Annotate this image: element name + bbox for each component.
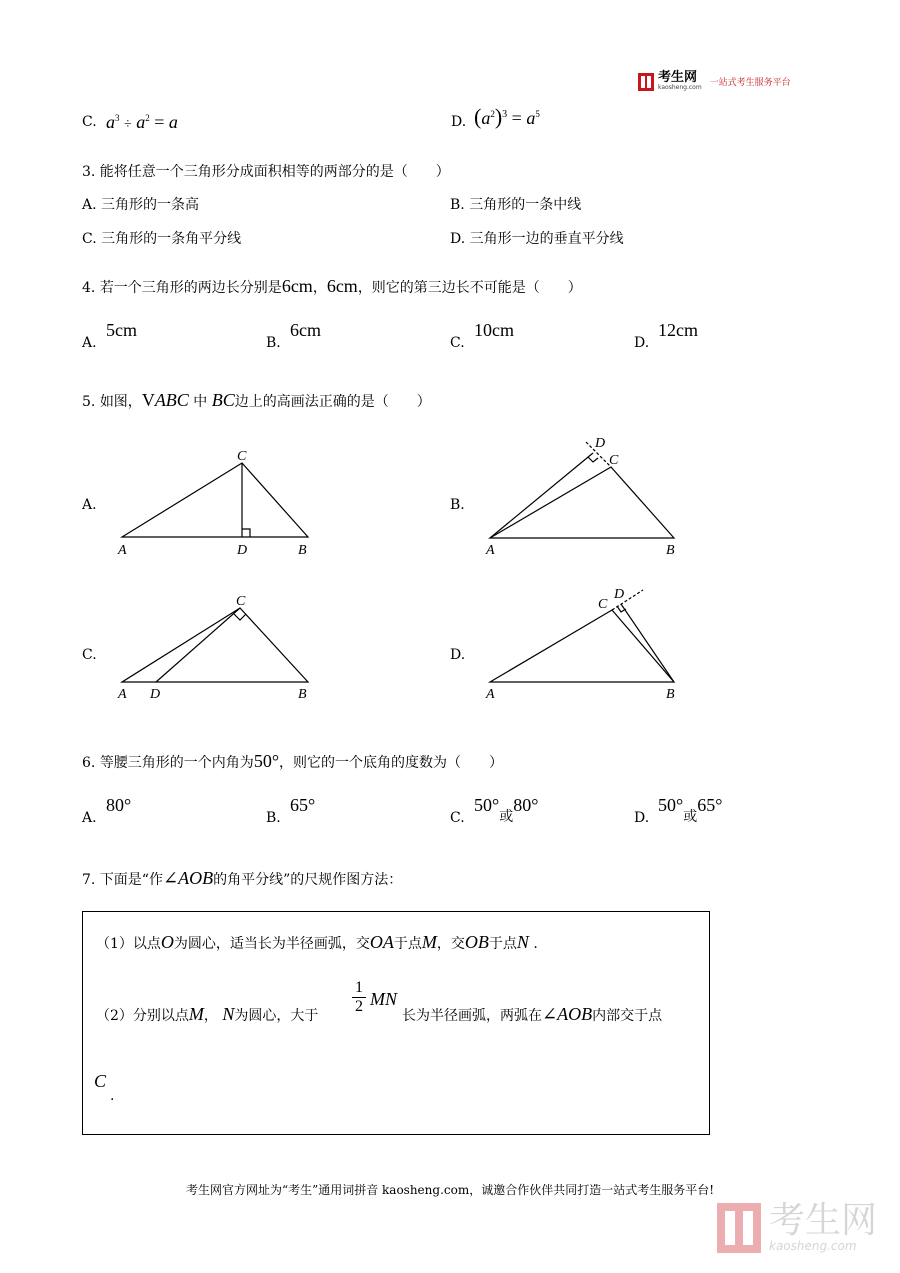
- q7-period: .: [110, 1088, 115, 1104]
- q4-option-c-value: 10cm: [474, 320, 514, 340]
- triangle-abc: [122, 608, 308, 682]
- point-label: A: [486, 543, 495, 558]
- q3-option-d: D. 三角形一边的垂直平分线: [450, 231, 624, 247]
- point-label: C: [598, 597, 608, 612]
- q2-option-c-label: C.: [82, 114, 97, 130]
- right-angle-mark: [234, 614, 246, 620]
- q4-option-b-label: B.: [266, 335, 281, 351]
- q6-option-b-label: B.: [266, 810, 281, 826]
- point-label: B: [666, 543, 675, 558]
- q3-stem: 3. 能将任意一个三角形分成面积相等的两部分的是（ ）: [82, 164, 450, 180]
- watermark-logo: [717, 1200, 878, 1253]
- footer-text: 考生网官方网址为“考生”通用词拼音 kaosheng.com，诚邀合作伙伴共同打造一站式考生服务平台!: [185, 1183, 715, 1197]
- triangle-abc: [122, 463, 308, 537]
- q4-option-a-label: A.: [82, 335, 97, 351]
- q6-option-c-value: 50°或80°: [474, 795, 539, 825]
- point-label: D: [237, 543, 248, 558]
- q6-option-d-label: D.: [634, 810, 650, 826]
- triangle-abc: [490, 610, 674, 682]
- q3-option-c: C. 三角形的一条角平分线: [82, 231, 242, 247]
- logo-icon: [638, 73, 654, 91]
- point-label: C: [237, 449, 247, 464]
- header-slogan: 一站式考生服务平台: [709, 78, 791, 88]
- q2-option-d-label: D.: [451, 114, 467, 130]
- altitude-line: [490, 453, 593, 538]
- point-label: D: [150, 687, 161, 702]
- q7-stem: 7. 下面是“作∠AOB的角平分线”的尺规作图方法：: [82, 868, 403, 888]
- q6-option-d-value: 50°或65°: [658, 795, 723, 825]
- q2-option-d-formula: $(a^2)^3 = a^5$: [474, 104, 540, 129]
- header-brand: 考生网: [658, 70, 698, 85]
- right-angle-mark: [588, 457, 598, 462]
- q5-figure-d: [478, 582, 688, 704]
- point-label: C: [609, 453, 619, 468]
- q3-option-a: A. 三角形的一条高: [82, 197, 200, 213]
- point-label: B: [298, 687, 307, 702]
- watermark-brand: 考生网: [769, 1200, 878, 1241]
- watermark-logo-icon: [717, 1203, 761, 1253]
- triangle-abc: [490, 467, 674, 538]
- q7-point-c: C: [94, 1071, 107, 1091]
- q6-option-c-label: C.: [450, 810, 465, 826]
- q2-option-c-formula: $a^3 \div a^2 = a$: [106, 112, 178, 132]
- point-label: B: [298, 543, 307, 558]
- q7-step2-part1: （2）分别以点M， N为圆心，大于: [96, 1004, 319, 1024]
- point-label: C: [236, 594, 246, 609]
- q6-option-b-value: 65°: [290, 795, 316, 815]
- q7-step1: （1）以点O为圆心，适当长为半径画弧，交OA于点M，交OB于点N .: [96, 932, 538, 952]
- q4-stem: 4. 若一个三角形的两边长分别是6cm，6cm，则它的第三边长不可能是（ ）: [82, 276, 582, 296]
- q6-stem: 6. 等腰三角形的一个内角为50°，则它的一个底角的度数为（ ）: [82, 751, 504, 771]
- right-angle-mark: [242, 529, 250, 537]
- header-brand-sub: kaosheng.com: [658, 84, 702, 91]
- q4-option-a-value: 5cm: [106, 320, 137, 340]
- q6-option-a-label: A.: [82, 810, 97, 826]
- q4-option-c-label: C.: [450, 335, 465, 351]
- q5-stem: 5. 如图，VABC 中 BC边上的高画法正确的是（ ）: [82, 390, 431, 410]
- q5-option-c-label: C.: [82, 647, 97, 663]
- q4-option-d-label: D.: [634, 335, 650, 351]
- point-label: D: [595, 436, 606, 451]
- q4-option-b-value: 6cm: [290, 320, 321, 340]
- header-logo: [638, 72, 791, 91]
- q5-figure-b: [478, 432, 688, 562]
- watermark-sub: kaosheng.com: [769, 1239, 857, 1253]
- q7-step2-part2: 长为半径画弧，两弧在∠AOB内部交于点: [402, 1004, 663, 1024]
- q3-option-b: B. 三角形的一条中线: [450, 197, 582, 213]
- q5-figure-a: [110, 445, 320, 563]
- q5-option-a-label: A.: [82, 497, 97, 513]
- q7-fraction: 1 2: [352, 979, 366, 1016]
- segment-cd: [156, 608, 240, 682]
- point-label: A: [118, 687, 127, 702]
- q5-option-d-label: D.: [450, 647, 466, 663]
- altitude-line: [621, 604, 674, 682]
- point-label: D: [614, 587, 625, 602]
- q6-option-a-value: 80°: [106, 795, 132, 815]
- point-label: A: [486, 687, 495, 702]
- q5-option-b-label: B.: [450, 497, 465, 513]
- q7-mn: MN: [370, 989, 397, 1009]
- point-label: A: [118, 543, 127, 558]
- q4-option-d-value: 12cm: [658, 320, 698, 340]
- q5-figure-c: [110, 590, 320, 705]
- point-label: B: [666, 687, 675, 702]
